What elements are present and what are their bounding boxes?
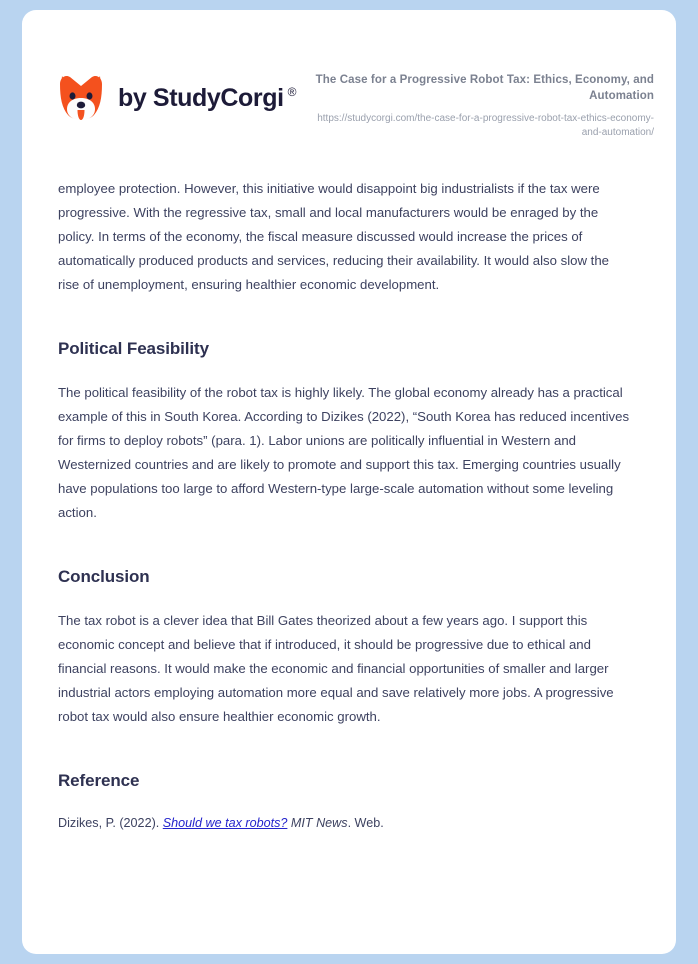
intro-paragraph: employee protection. However, this initiative would disappoint big industrialists if the tax were progressive. With the regressive tax, small and local manufacturers would be enraged by the policy. In terms of the economy, the fiscal measure discussed would increase the prices of automatically produced products and services, reducing their availability. It would also slow the rise of unemployment, ensuring healthier economic development. [58, 180, 609, 292]
brand-name [118, 84, 296, 113]
section-heading-conclusion: Conclusion [58, 566, 150, 586]
header-meta [309, 66, 654, 141]
document-header [22, 10, 676, 141]
section-paragraph-conclusion: The tax robot is a clever idea that Bill Gates theorized about a few years ago. I support this economic concept and believe that if introduced, it should be progressive due to ethical and financial reasons. It would make the economic and financial opportunities of smaller and larger industrial actors employing automation more equal and save relatively more jobs. A progressive robot tax would also ensure healthier economic growth. [58, 612, 614, 724]
reference-entry [58, 813, 632, 833]
brand-lockup[interactable] [56, 66, 296, 124]
document-title: The Case for a Progressive Robot Tax: Ethics, Economy, and Automation [315, 74, 654, 103]
document-page [22, 10, 676, 954]
document-body [22, 177, 676, 833]
section-spacer [58, 757, 632, 771]
reference-link[interactable]: Should we tax robots? [162, 815, 288, 830]
section-spacer [58, 325, 632, 339]
reference-source: MIT News [287, 815, 348, 830]
document-url[interactable]: https://studycorgi.com/the-case-for-a-progressive-robot-tax-ethics-economy-and-automation/ [317, 112, 654, 139]
section-spacer [58, 553, 632, 567]
reference-author-year: Dizikes, P. (2022). [58, 815, 163, 830]
brand-name-text: by StudyCorgi [118, 83, 284, 112]
section-heading-reference: Reference [58, 770, 140, 790]
section-paragraph-political-feasibility: The political feasibility of the robot tax is highly likely. The global economy already has a practical example of this in South Korea. According to Dizikes (2022), “South Korea has reduced incentives for firms to deploy robots” (para. 1). Labor unions are politically influential in Western and Westernized countries and are likely to promote and support this tax. Emerging countries usually have populations too large to afford Western-type large-scale automation without some leveling action. [58, 384, 630, 520]
corgi-head-icon [56, 72, 106, 124]
reference-tail: . Web. [347, 815, 384, 830]
registered-trademark-icon: ® [287, 84, 297, 99]
section-heading-political-feasibility: Political Feasibility [58, 338, 209, 358]
